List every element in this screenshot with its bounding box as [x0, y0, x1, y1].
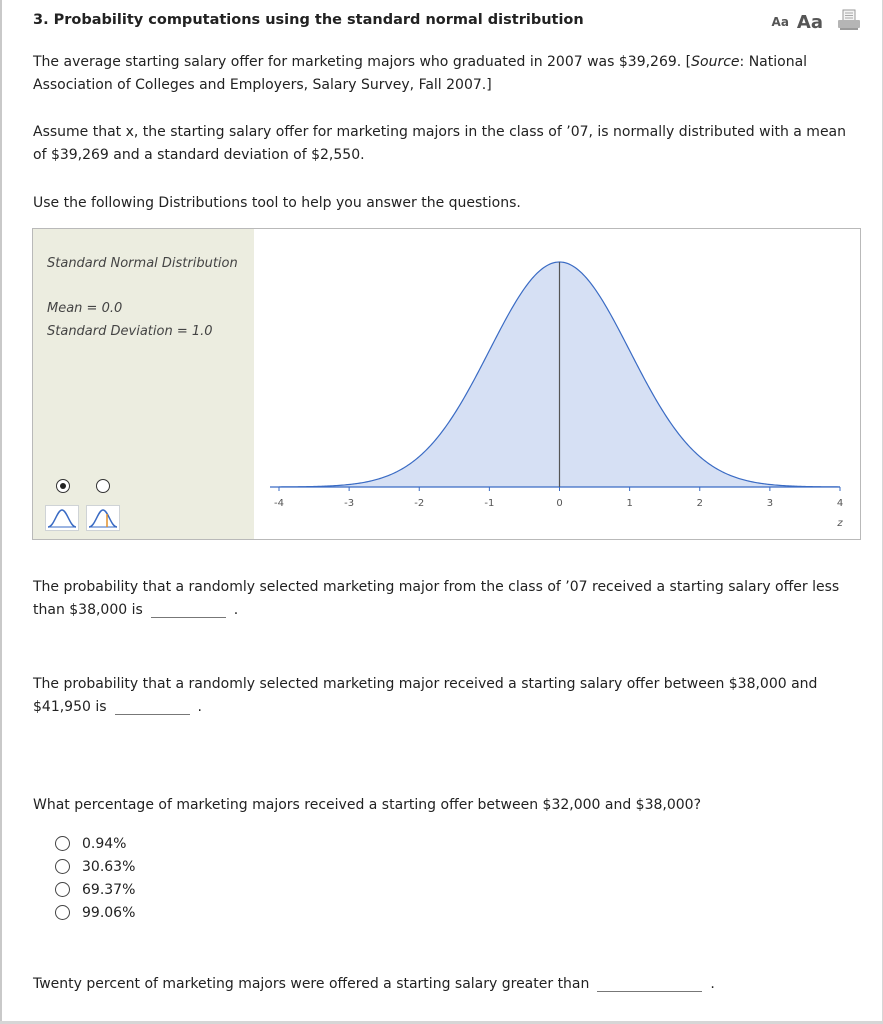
- option-2-label: 30.63%: [82, 858, 136, 875]
- option-1-label: 0.94%: [82, 835, 127, 852]
- instructions-paragraph: Use the following Distributions tool to help you answer the questions.: [33, 195, 521, 211]
- salary-paragraph: [33, 51, 855, 97]
- question-3: What percentage of marketing majors received a starting offer between $32,000 and $38,000?: [33, 797, 701, 813]
- question-2-period: .: [197, 699, 202, 715]
- question-4: [33, 973, 855, 996]
- question-1: [33, 576, 855, 622]
- normal-curve-marker-icon[interactable]: [86, 505, 120, 531]
- answer-2-blank[interactable]: [115, 700, 190, 715]
- x-tick-label-1: -3: [344, 498, 355, 509]
- question-2-text: The probability that a randomly selected marketing major received a starting salary offer between $38,000 and $41,950 is: [33, 676, 818, 715]
- option-4-radio[interactable]: [55, 905, 70, 920]
- mean-label: Mean = 0.0: [47, 301, 123, 316]
- x-tick-label-4: 0: [556, 498, 563, 509]
- normal-curve-icon[interactable]: [45, 505, 79, 531]
- assumption-paragraph: Assume that x, the starting salary offer for marketing majors in the class of ’07, is normally distributed with a mean of $39,269 and a standard deviation of $2,550.: [33, 124, 847, 163]
- x-tick-label-5: 1: [626, 498, 633, 509]
- distribution-settings-panel: [33, 229, 254, 539]
- x-tick-label-8: 4: [836, 498, 844, 509]
- x-axis-label: z: [837, 518, 843, 529]
- x-tick-label-3: -1: [484, 498, 495, 509]
- option-1[interactable]: [55, 832, 135, 855]
- question-1-period: .: [233, 602, 239, 618]
- source-citation: : National Association of Colleges and Employers, Salary Survey, Fall 2007.]: [33, 54, 808, 93]
- question-4-period: .: [710, 976, 715, 992]
- distributions-tool: [32, 228, 861, 540]
- text-size-small-button[interactable]: Aa: [771, 15, 789, 29]
- answer-options: [55, 832, 135, 924]
- option-2[interactable]: [55, 855, 135, 878]
- salary-paragraph-text: The average starting salary offer for marketing majors who graduated in 2007 was $39,269. [: [33, 54, 692, 70]
- question-4-text: Twenty percent of marketing majors were offered a starting salary greater than: [33, 976, 590, 992]
- normal-distribution-chart: [254, 229, 860, 539]
- option-1-radio[interactable]: [55, 836, 70, 851]
- text-size-large-button[interactable]: Aa: [796, 11, 823, 33]
- option-3-label: 69.37%: [82, 881, 136, 898]
- option-3[interactable]: [55, 878, 135, 901]
- x-tick-label-0: -4: [274, 498, 284, 509]
- sd-label: Standard Deviation = 1.0: [47, 324, 213, 339]
- question-title: 3. Probability computations using the standard normal distribution: [33, 12, 584, 28]
- source-label: Source: [691, 54, 740, 70]
- left-border: [0, 0, 2, 1024]
- print-icon[interactable]: [837, 9, 861, 35]
- x-tick-label-2: -2: [414, 498, 425, 509]
- answer-4-blank[interactable]: [597, 977, 702, 992]
- distribution-name: Standard Normal Distribution: [47, 256, 238, 271]
- option-3-radio[interactable]: [55, 882, 70, 897]
- option-2-radio[interactable]: [55, 859, 70, 874]
- x-tick-label-7: 3: [766, 498, 774, 509]
- question-2: [33, 673, 855, 719]
- mode-radio-probability[interactable]: [96, 479, 110, 493]
- answer-1-blank[interactable]: [151, 603, 226, 618]
- option-4[interactable]: [55, 901, 135, 924]
- question-1-text: The probability that a randomly selected marketing major from the class of ’07 received a starting salary offer less than $38,000 is: [33, 579, 840, 618]
- x-tick-label-6: 2: [696, 498, 703, 509]
- text-size-tools: [772, 9, 861, 35]
- mode-radio-distribution[interactable]: [56, 479, 70, 493]
- option-4-label: 99.06%: [82, 904, 136, 921]
